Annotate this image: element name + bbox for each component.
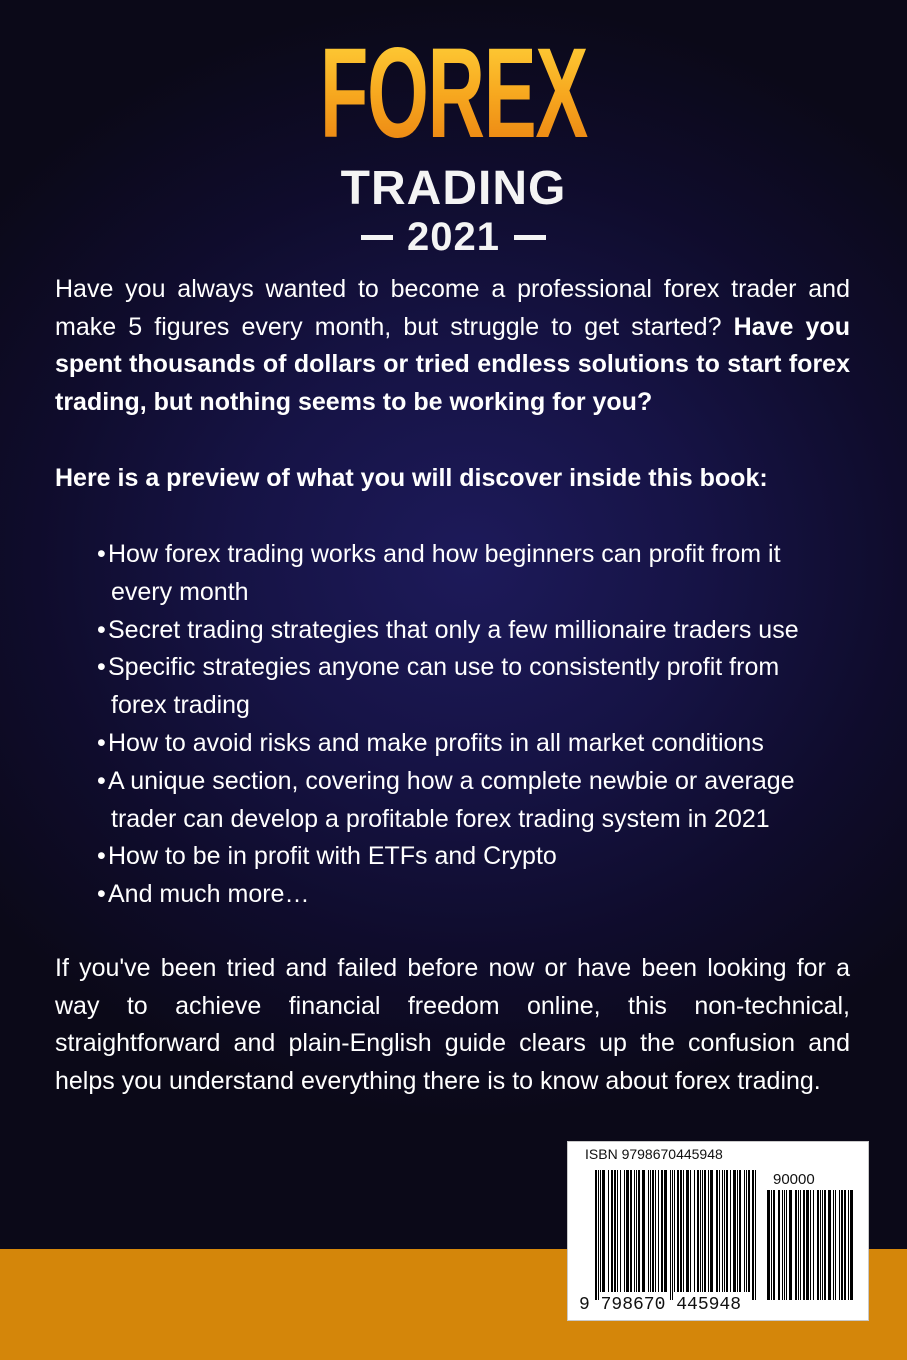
barcode-bar (680, 1170, 682, 1292)
barcode-bar (674, 1170, 675, 1292)
barcode-bar (617, 1170, 618, 1292)
barcode-bar (650, 1170, 651, 1292)
barcode-bar (708, 1170, 709, 1292)
barcode-bar (672, 1170, 673, 1300)
barcode-bar (638, 1170, 640, 1292)
list-item: • How to avoid risks and make profits in all market conditions (97, 728, 764, 757)
barcode-bar (686, 1170, 689, 1292)
barcode-bar (733, 1170, 736, 1292)
barcode-bar (626, 1170, 629, 1292)
barcode-bar (600, 1170, 601, 1292)
barcode-bar (690, 1170, 691, 1292)
barcode-addon-bar (806, 1190, 809, 1300)
barcode-addon-bar (839, 1190, 840, 1300)
barcode-addon-bar (803, 1190, 805, 1300)
barcode-bar (630, 1170, 632, 1292)
barcode-addon-bar (822, 1190, 823, 1300)
barcode-addon-bar (828, 1190, 831, 1300)
barcode-bar (748, 1170, 750, 1292)
barcode-bar (730, 1170, 731, 1292)
barcode-bar (648, 1170, 649, 1292)
barcode-addon-bar (798, 1190, 799, 1300)
barcode-bar (697, 1170, 699, 1292)
barcode-bar (726, 1170, 728, 1292)
barcode-bar (744, 1170, 745, 1292)
barcode-addon-bar (835, 1190, 836, 1300)
barcode-addon-bar (820, 1190, 821, 1300)
list-item: • And much more… (97, 880, 310, 909)
barcode-addon-bar (782, 1190, 783, 1300)
barcode-bar (702, 1170, 703, 1292)
price-code: 90000 (773, 1171, 815, 1188)
barcode-bars (568, 1142, 868, 1320)
barcode-addon-bar (841, 1190, 843, 1300)
barcode-bar (739, 1170, 741, 1292)
list-item: • Specific strategies anyone can use to consistently profit from forex trading (97, 653, 780, 720)
barcode-addon-bar (778, 1190, 780, 1300)
barcode-bar (611, 1170, 613, 1292)
title-forex: FOREX (172, 30, 734, 158)
list-item: • A unique section, covering how a complete newbie or average trader can develop a profitable forex trading system in 2021 (97, 766, 795, 833)
intro-lead: Have you always wanted to become a professional forex trader and make 5 figures every month, but struggle to get started? (55, 275, 850, 341)
barcode-addon-bar (789, 1190, 792, 1300)
barcode-addon-bar (850, 1190, 853, 1300)
barcode-bar (752, 1170, 754, 1300)
barcode-addon-bar (848, 1190, 849, 1300)
barcode-addon-bar (800, 1190, 801, 1300)
barcode-addon-bar (784, 1190, 785, 1300)
barcode-addon-bar (810, 1190, 811, 1300)
barcode-bar (636, 1170, 637, 1292)
barcode-bar (661, 1170, 663, 1292)
barcode-bar (670, 1170, 671, 1300)
barcode-bar (624, 1170, 625, 1292)
barcode-addon-bar (795, 1190, 797, 1300)
barcode-addon-bar (773, 1190, 775, 1300)
barcode-bar (755, 1170, 756, 1300)
barcode-addon-bar (844, 1190, 846, 1300)
list-item: • Secret trading strategies that only a few millionaire traders use (97, 615, 799, 644)
barcode-bar (598, 1170, 599, 1300)
outro-paragraph: If you've been tried and failed before now or have been looking for a way to achieve financial freedom online, this non-technical, straightforward and plain-English guide clears up the confusion and helps you understand everything there is to know about forex trading. (55, 954, 850, 1095)
title-year-row (0, 215, 907, 259)
year-rule-right (514, 235, 546, 240)
barcode-bar (642, 1170, 645, 1292)
barcode-bar (614, 1170, 616, 1292)
barcode-bar (700, 1170, 701, 1292)
isbn-barcode (567, 1141, 869, 1321)
isbn-label: ISBN 9798670445948 (585, 1146, 723, 1162)
barcode-bar (595, 1170, 597, 1300)
barcode-bar (746, 1170, 747, 1292)
barcode-bar (634, 1170, 635, 1292)
barcode-addon-bar (817, 1190, 819, 1300)
intro-bold: Have you spent thousands of dollars or tried endless solutions to start forex trading, but nothing seems to be working for you? (55, 312, 850, 416)
bullet-list (97, 536, 867, 914)
barcode-bar (658, 1170, 659, 1292)
barcode-addon-bar (813, 1190, 814, 1300)
title-year: 2021 (407, 215, 500, 259)
list-item: • How forex trading works and how beginners can profit from it every month (97, 540, 781, 606)
barcode-bar (724, 1170, 725, 1292)
barcode-bar (710, 1170, 713, 1292)
barcode-bar (602, 1170, 605, 1292)
barcode-bar (704, 1170, 706, 1292)
barcode-bar (719, 1170, 720, 1292)
barcode-bar (737, 1170, 738, 1292)
barcode-addon-bar (824, 1190, 826, 1300)
barcode-bar (683, 1170, 684, 1292)
barcode-bar (608, 1170, 609, 1292)
barcode-bar (694, 1170, 695, 1292)
preview-heading: Here is a preview of what you will discover inside this book: (55, 464, 768, 492)
barcode-addon-bar (786, 1190, 787, 1300)
barcode-bar (620, 1170, 621, 1292)
barcode-addon-bar (771, 1190, 772, 1300)
barcode-bar (664, 1170, 667, 1292)
barcode-bar (652, 1170, 654, 1292)
barcode-addon-bar (833, 1190, 834, 1300)
barcode-addon-bar (767, 1190, 770, 1300)
barcode-bar (722, 1170, 723, 1292)
barcode-bar (716, 1170, 718, 1292)
intro-paragraph (55, 271, 850, 421)
isbn-digits: 9 798670 445948 (579, 1295, 742, 1315)
list-item: • How to be in profit with ETFs and Crypto (97, 842, 557, 871)
barcode-bar (655, 1170, 656, 1292)
barcode-bar (677, 1170, 679, 1292)
year-rule-left (361, 235, 393, 240)
title-trading: TRADING (340, 162, 567, 215)
